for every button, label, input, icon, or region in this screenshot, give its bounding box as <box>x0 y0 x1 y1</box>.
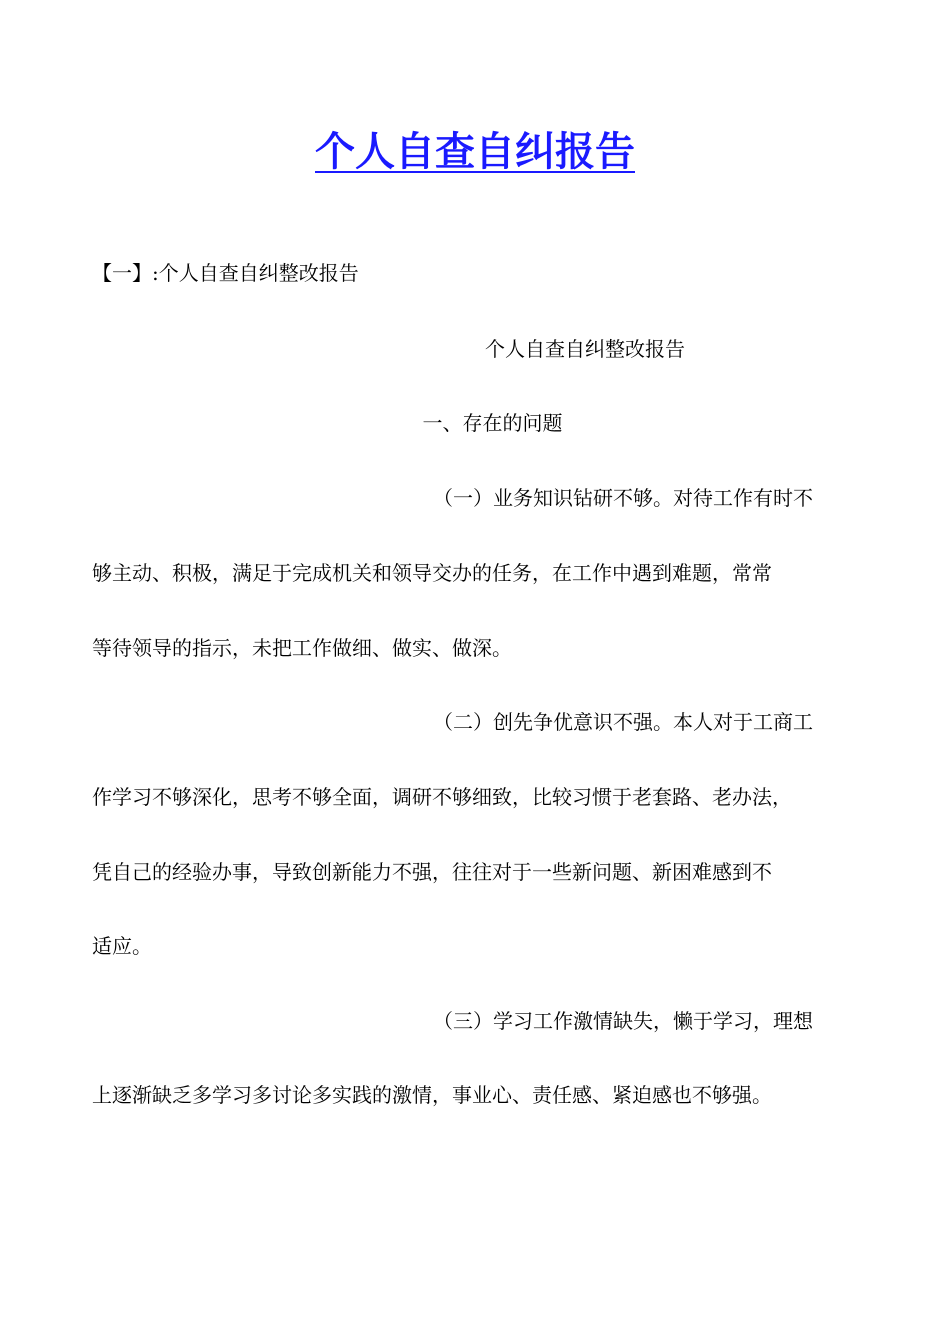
document-title: 个人自查自纠报告 <box>315 128 635 175</box>
paragraph-2-line-4: 适应。 <box>92 934 152 958</box>
paragraph-3-line-2: 上逐渐缺乏多学习多讨论多实践的激情，事业心、责任感、紧迫感也不够强。 <box>92 1083 772 1107</box>
paragraph-1-line-3: 等待领导的指示，未把工作做细、做实、做深。 <box>92 636 512 660</box>
paragraph-1-line-2: 够主动、积极，满足于完成机关和领导交办的任务，在工作中遇到难题，常常 <box>92 561 772 585</box>
paragraph-3-line-1: （三）学习工作激情缺失，懒于学习，理想 <box>433 1009 813 1033</box>
sub-title: 个人自查自纠整改报告 <box>485 337 685 361</box>
section-heading: 【一】:个人自查自纠整改报告 <box>92 261 359 285</box>
paragraph-1-line-1: （一）业务知识钻研不够。对待工作有时不 <box>433 486 813 510</box>
paragraph-2-line-1: （二）创先争优意识不强。本人对于工商工 <box>433 710 813 734</box>
paragraph-2-line-2: 作学习不够深化，思考不够全面，调研不够细致，比较习惯于老套路、老办法， <box>92 785 792 809</box>
heading-existing-problems: 一、存在的问题 <box>422 411 563 435</box>
paragraph-2-line-3: 凭自己的经验办事，导致创新能力不强，往往对于一些新问题、新困难感到不 <box>92 860 772 884</box>
